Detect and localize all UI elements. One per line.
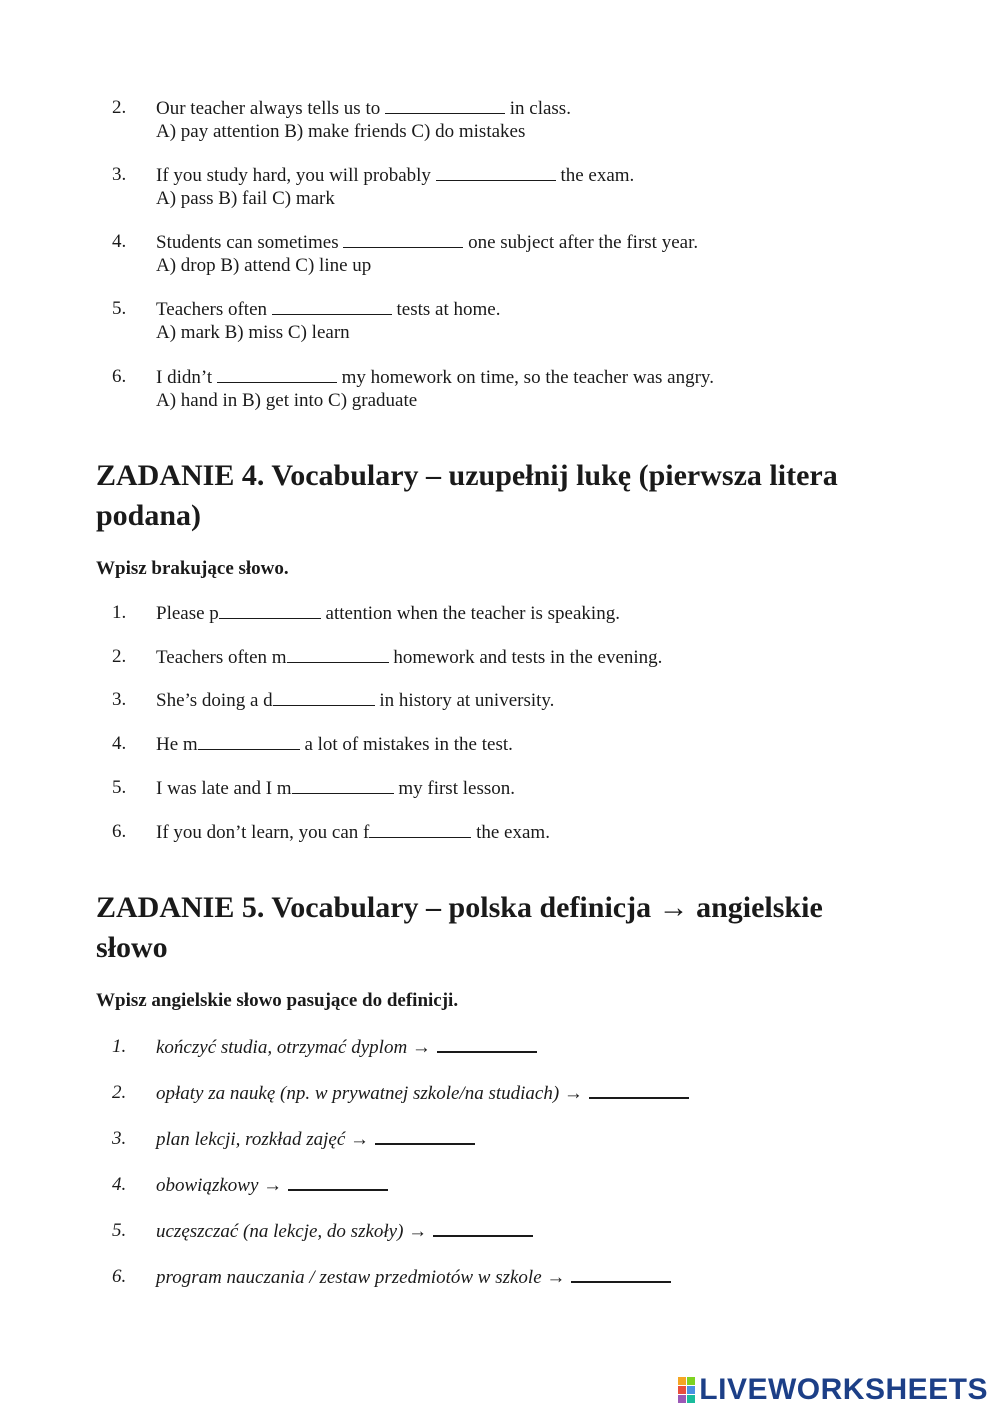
answer-blank[interactable] [219, 601, 321, 619]
item-number: 2. [112, 646, 127, 667]
item-number: 4. [112, 733, 127, 754]
logo-mark-icon [678, 1377, 695, 1403]
answer-blank[interactable] [217, 365, 337, 383]
answer-blank[interactable] [272, 297, 392, 315]
answer-blank[interactable] [436, 163, 556, 181]
item-number: 1. [112, 602, 127, 623]
item-number: 3. [112, 689, 127, 710]
question-options: A) hand in B) get into C) graduate [156, 390, 418, 411]
question-text: If you study hard, you will probably the exam. [156, 165, 635, 186]
answer-line[interactable] [433, 1219, 533, 1237]
answer-blank[interactable] [273, 688, 375, 706]
section4-heading: ZADANIE 4. Vocabulary – uzupełnij lukę (pierwsza litera podana) [96, 459, 838, 532]
question-number: 2. [112, 97, 127, 118]
answer-blank[interactable] [385, 96, 505, 114]
item-text: uczęszczać (na lekcje, do szkoły) → [156, 1219, 533, 1244]
logo-text: LIVEWORKSHEETS [699, 1373, 988, 1406]
answer-blank[interactable] [287, 645, 389, 663]
item-text: Teachers often m homework and tests in the evening. [156, 647, 663, 668]
question-number: 4. [112, 231, 127, 252]
answer-blank[interactable] [343, 230, 463, 248]
item-number: 1. [112, 1036, 127, 1057]
item-text: plan lekcji, rozkład zajęć → [156, 1127, 475, 1152]
section5-instruction: Wpisz angielskie słowo pasujące do definicji. [96, 990, 459, 1011]
question-options: A) pass B) fail C) mark [156, 188, 335, 209]
answer-line[interactable] [375, 1127, 475, 1145]
item-number: 5. [112, 1220, 127, 1241]
question-options: A) pay attention B) make friends C) do mistakes [156, 121, 526, 142]
item-text: obowiązkowy → [156, 1173, 388, 1198]
question-text: Our teacher always tells us to in class. [156, 98, 571, 119]
item-number: 4. [112, 1174, 127, 1195]
item-text: kończyć studia, otrzymać dyplom → [156, 1035, 537, 1060]
question-number: 3. [112, 164, 127, 185]
item-text: opłaty za naukę (np. w prywatnej szkole/na studiach) → [156, 1081, 689, 1106]
section4-instruction: Wpisz brakujące słowo. [96, 558, 289, 579]
answer-line[interactable] [589, 1081, 689, 1099]
item-text: Please p attention when the teacher is speaking. [156, 603, 620, 624]
answer-blank[interactable] [369, 820, 471, 838]
question-number: 6. [112, 366, 127, 387]
item-number: 5. [112, 777, 127, 798]
item-number: 6. [112, 1266, 127, 1287]
answer-line[interactable] [437, 1035, 537, 1053]
item-number: 3. [112, 1128, 127, 1149]
item-text: She’s doing a d in history at university. [156, 690, 555, 711]
answer-line[interactable] [288, 1173, 388, 1191]
answer-blank[interactable] [292, 776, 394, 794]
item-number: 6. [112, 821, 127, 842]
question-text: Teachers often tests at home. [156, 299, 501, 320]
liveworksheets-logo[interactable] [678, 1372, 988, 1408]
question-options: A) drop B) attend C) line up [156, 255, 372, 276]
question-options: A) mark B) miss C) learn [156, 322, 350, 343]
item-number: 2. [112, 1082, 127, 1103]
answer-line[interactable] [571, 1265, 671, 1283]
item-text: If you don’t learn, you can f the exam. [156, 822, 550, 843]
answer-blank[interactable] [198, 732, 300, 750]
item-text: program nauczania / zestaw przedmiotów w szkole → [156, 1265, 671, 1290]
question-number: 5. [112, 298, 127, 319]
section5-heading: ZADANIE 5. Vocabulary – polska definicja → angielskie słowo [96, 891, 823, 964]
question-text: I didn’t my homework on time, so the teacher was angry. [156, 367, 714, 388]
item-text: I was late and I m my first lesson. [156, 778, 515, 799]
question-text: Students can sometimes one subject after the first year. [156, 232, 699, 253]
item-text: He m a lot of mistakes in the test. [156, 734, 513, 755]
